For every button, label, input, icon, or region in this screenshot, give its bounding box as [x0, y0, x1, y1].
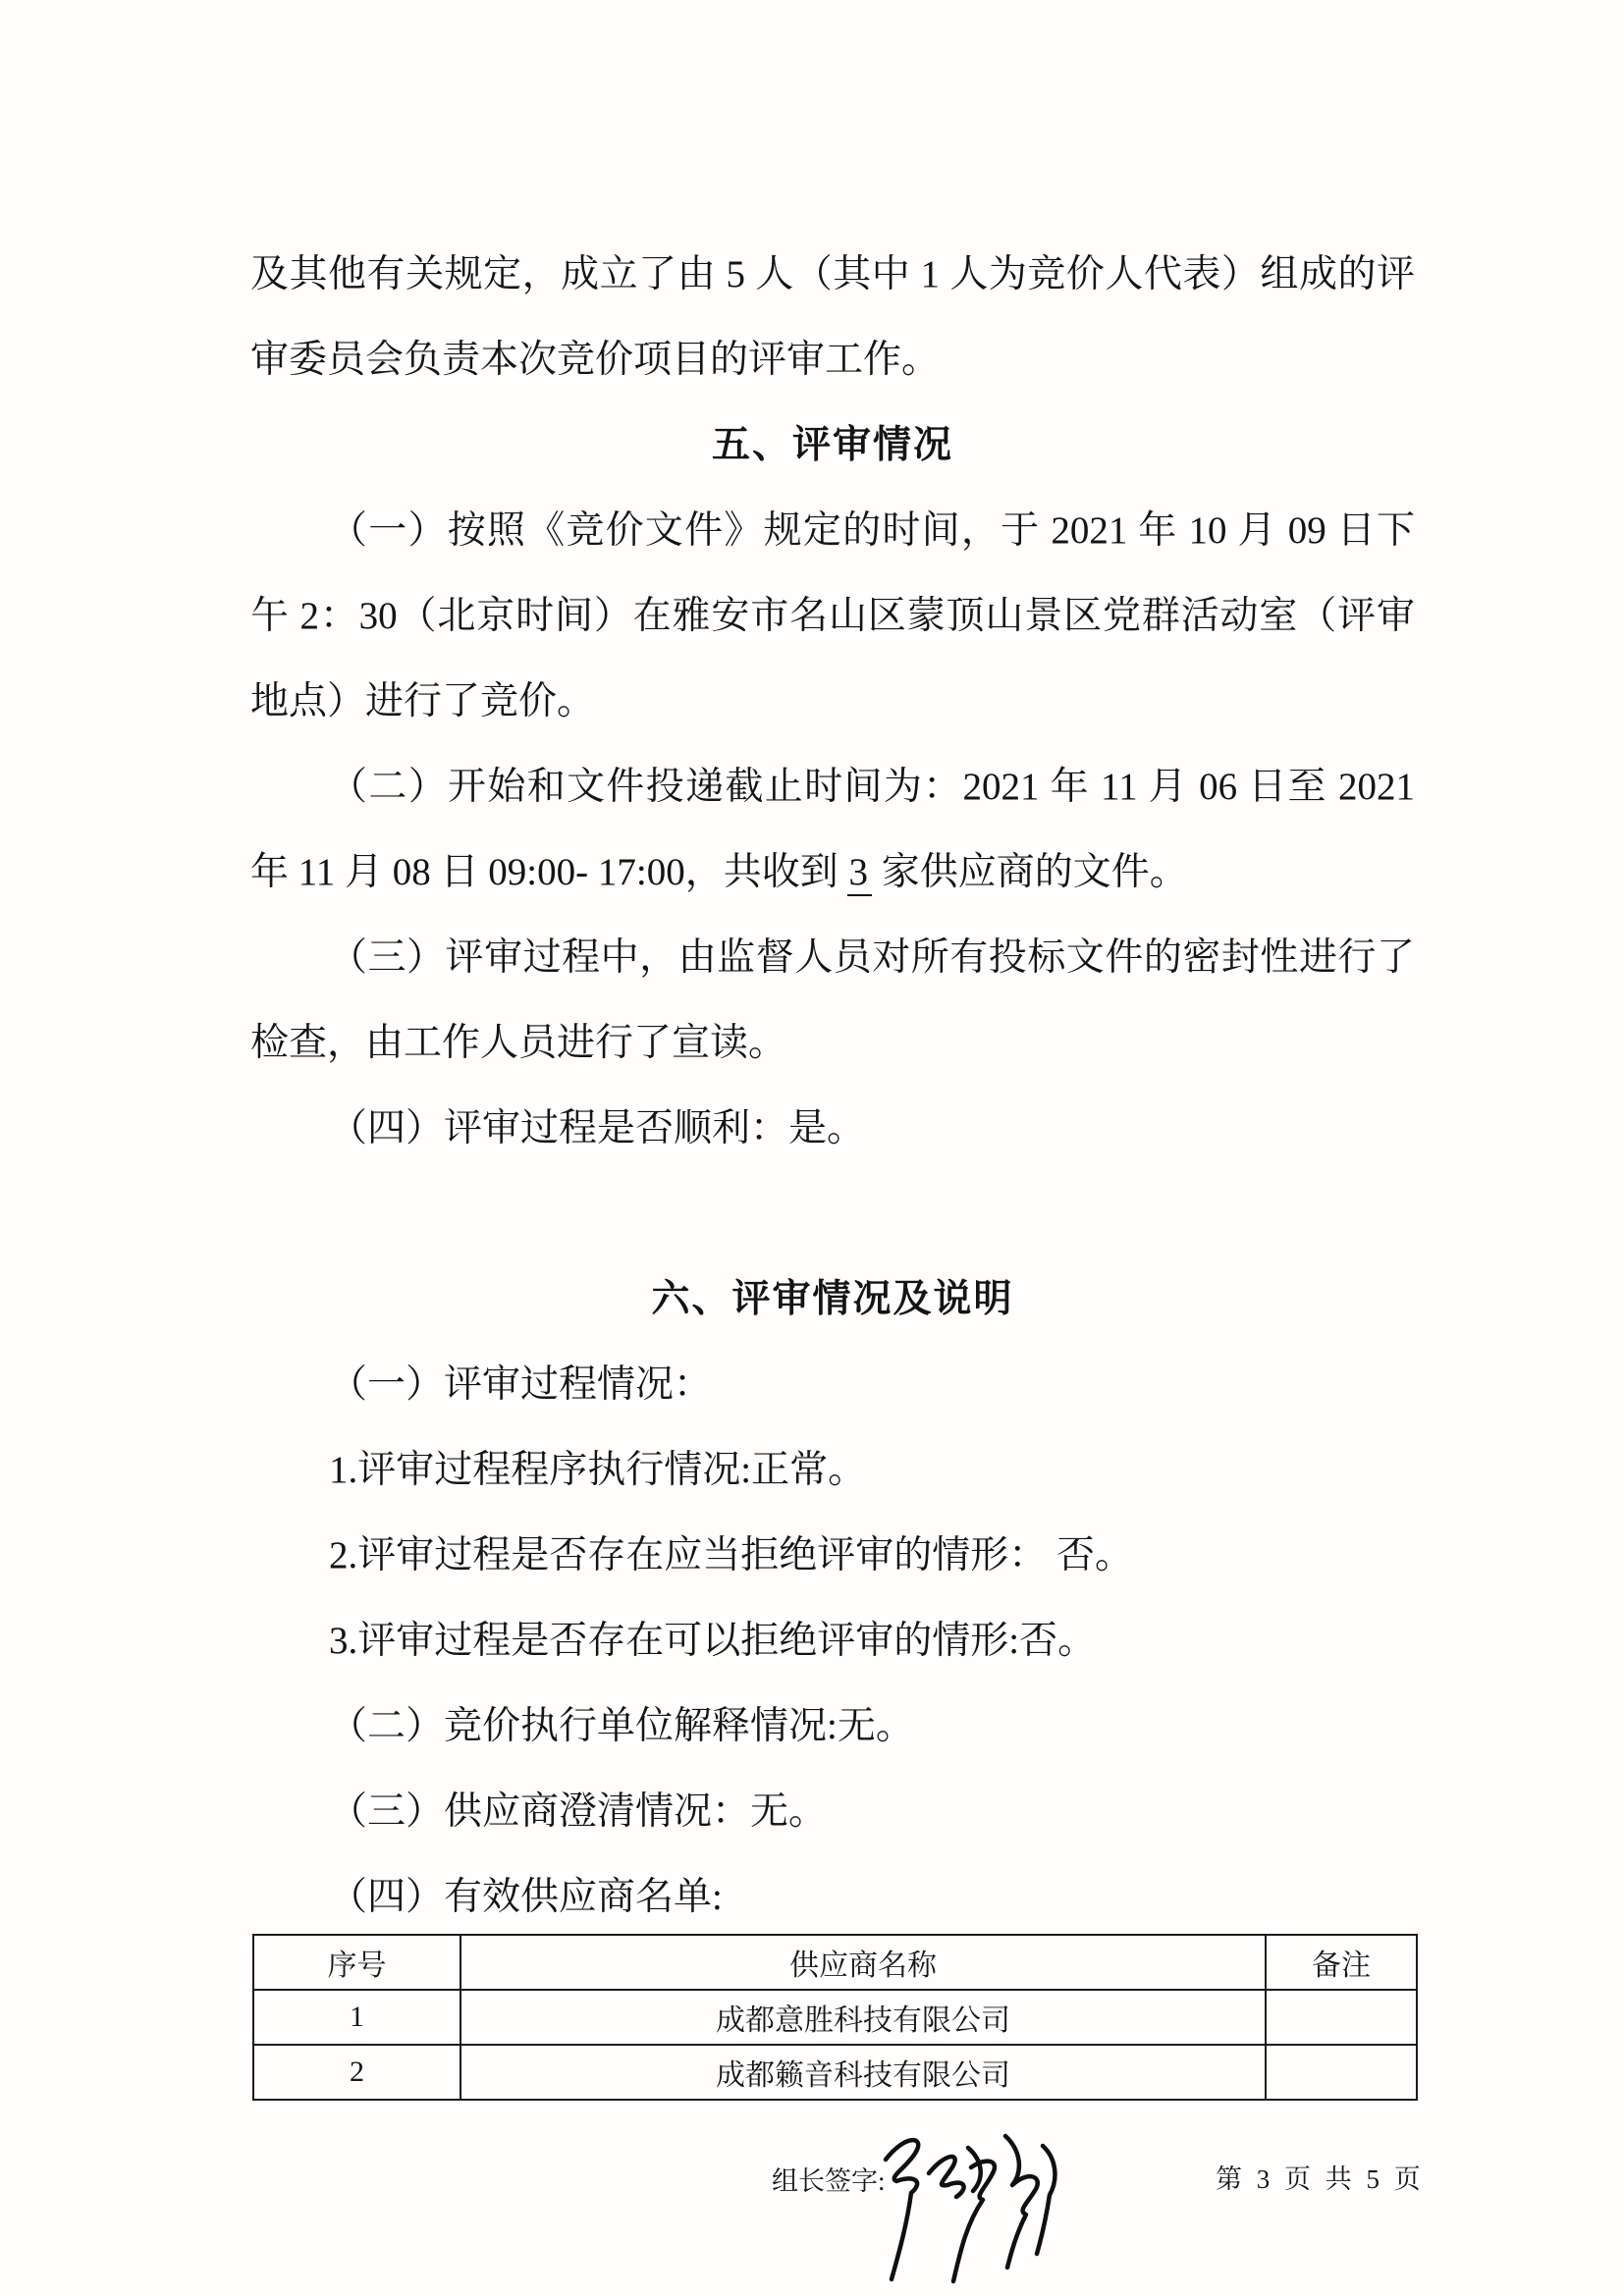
page-number: 第 3 页 共 5 页 — [1216, 2164, 1425, 2194]
suppliers-table — [252, 1934, 1418, 2101]
table-cell-note — [1266, 2045, 1417, 2100]
s5-item3-line2: 检查，由工作人员进行了宣读。 — [250, 1022, 787, 1064]
s5-item2-line2-pre: 年 11 月 08 日 09:00- 17:00，共收到 — [250, 851, 848, 893]
table-cell-name: 成都籁音科技有限公司 — [460, 2045, 1266, 2100]
table-header-no: 序号 — [253, 1935, 460, 1990]
s5-item2-line1: （二）开始和文件投递截止时间为：2021 年 11 月 06 日至 2021 — [329, 766, 1415, 808]
s6-item1: （一）评审过程情况： — [329, 1363, 713, 1406]
s6-item2: （二）竞价执行单位解释情况:无。 — [329, 1705, 914, 1747]
s6-item4: （四）有效供应商名单: — [329, 1876, 723, 1918]
s5-item4: （四）评审过程是否顺利：是。 — [329, 1107, 866, 1149]
signature-handwriting — [870, 2126, 1071, 2288]
intro-line-1: 及其他有关规定，成立了由 5 人（其中 1 人为竞价人代表）组成的评 — [250, 253, 1415, 295]
section5-heading: 五、评审情况 — [711, 424, 953, 466]
table-cell-no: 2 — [253, 2045, 460, 2100]
s5-item1-line2: 午 2：30（北京时间）在雅安市名山区蒙顶山景区党群活动室（评审 — [250, 595, 1415, 637]
table-row — [253, 1990, 1417, 2045]
s5-item1-line1: （一）按照《竞价文件》规定的时间，于 2021 年 10 月 09 日下 — [329, 509, 1415, 552]
table-cell-no: 1 — [253, 1990, 460, 2045]
s6-item1-sub1: 1.评审过程程序执行情况:正常。 — [329, 1449, 867, 1491]
blank-spacer-line — [250, 1191, 1415, 1276]
s6-item1-sub2: 2.评审过程是否存在应当拒绝评审的情形： 否。 — [329, 1534, 1134, 1576]
document-body — [250, 251, 1415, 1959]
s5-item2-line2 — [250, 849, 1415, 934]
s6-item1-sub3: 3.评审过程是否存在可以拒绝评审的情形:否。 — [329, 1620, 1097, 1662]
table-cell-name: 成都意胜科技有限公司 — [460, 1990, 1266, 2045]
table-header-note: 备注 — [1266, 1935, 1417, 1990]
supplier-count-underlined: 3 — [847, 851, 872, 896]
s5-item1-line3: 地点）进行了竞价。 — [250, 680, 596, 722]
table-row — [253, 2045, 1417, 2100]
signature-label: 组长签字: — [772, 2166, 886, 2196]
table-header-name: 供应商名称 — [460, 1935, 1266, 1990]
table-header-row — [253, 1935, 1417, 1990]
intro-line-2: 审委员会负责本次竞价项目的评审工作。 — [250, 339, 941, 381]
section6-heading: 六、评审情况及说明 — [651, 1278, 1014, 1320]
s6-item3: （三）供应商澄清情况：无。 — [329, 1790, 828, 1833]
s5-item2-line2-post: 家供应商的文件。 — [871, 851, 1188, 893]
s5-item3-line1: （三）评审过程中，由监督人员对所有投标文件的密封性进行了 — [329, 936, 1415, 979]
table-cell-note — [1266, 1990, 1417, 2045]
